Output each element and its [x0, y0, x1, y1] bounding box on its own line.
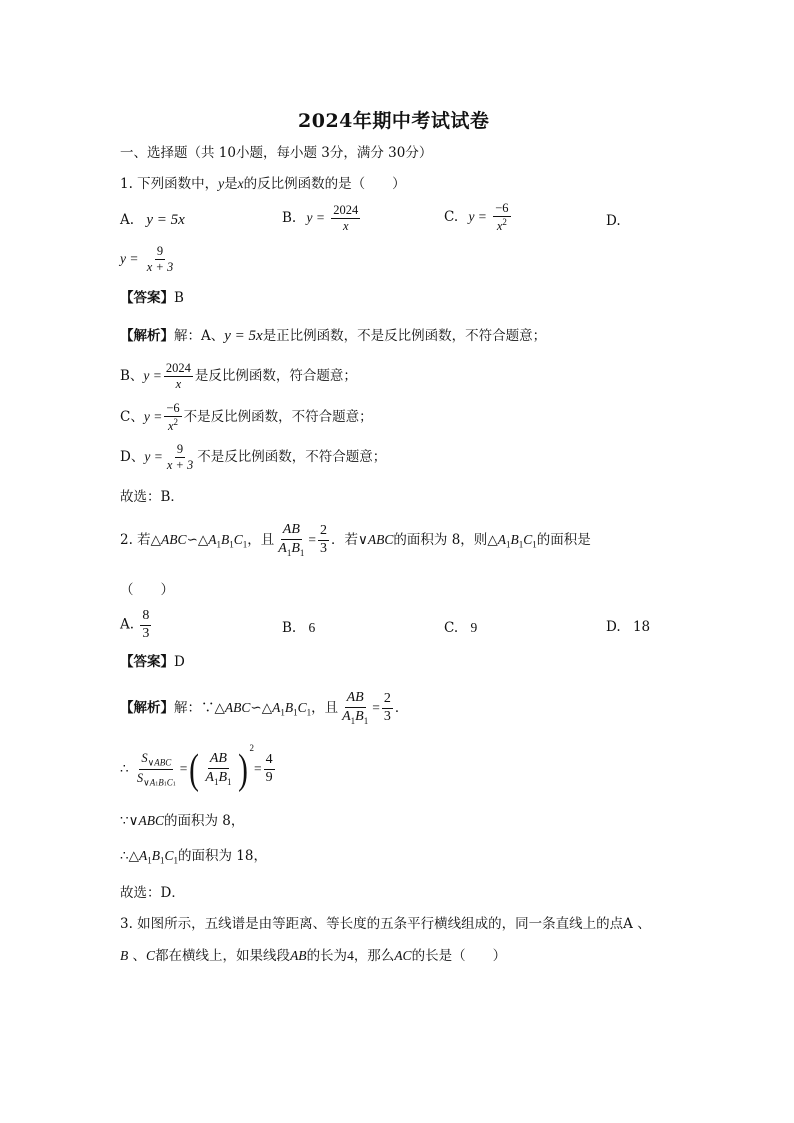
- fraction-numerator: 2024: [331, 204, 360, 219]
- therefore-symbol: ∴: [120, 761, 129, 777]
- fraction-numerator: 9: [155, 245, 165, 260]
- option-label: B.: [282, 210, 297, 227]
- q3-stem-text: 、: [128, 948, 147, 964]
- subscript: 1: [299, 547, 305, 558]
- q2-stem-text: 2. 若: [120, 531, 151, 548]
- subscript: 1: [213, 776, 219, 787]
- analysis-formula: y =: [144, 449, 163, 465]
- fraction-denominator: 9: [265, 770, 273, 785]
- triangle-a1b1c1: C: [523, 531, 533, 547]
- analysis-text: B、: [120, 368, 144, 385]
- q1-option-d-label: D.: [606, 213, 621, 229]
- option-formula: y =: [468, 209, 487, 225]
- analysis-text: 不是反比例函数，不符合题意；: [183, 409, 373, 426]
- q1-conclusion: 故选：B．: [120, 489, 184, 505]
- q2-option-d: [606, 621, 650, 635]
- triangle-a1b1c1: C: [233, 531, 243, 547]
- analysis-text: 解：A、: [174, 328, 225, 344]
- option-label: D.: [606, 619, 621, 635]
- section-heading: 一、选择题（共 10小题，每小题 3分，满分 30分）: [120, 145, 433, 161]
- analysis-text: 解：∵: [174, 699, 215, 716]
- answer-tag: 【答案】: [120, 290, 174, 306]
- fraction-denominator: x: [167, 419, 174, 434]
- therefore-symbol: ∴: [120, 848, 129, 864]
- subscript: 1: [286, 547, 292, 558]
- q3-stem-text: 的长为: [306, 948, 348, 964]
- q1-answer: [120, 292, 184, 306]
- q1-stem-text: 的反比例函数的是（ ）: [243, 176, 406, 192]
- exponent: 2: [173, 417, 179, 428]
- fraction-denominator: A: [278, 540, 287, 556]
- q3-stem-line-1: 3. 如图所示，五线谱是由等距离、等长度的五条平行横线组成的，同一条直线上的点A 、: [120, 916, 651, 932]
- fraction-denominator: x: [496, 219, 503, 234]
- fraction-denominator: x: [343, 219, 349, 234]
- fraction-denominator: 3: [383, 708, 391, 724]
- fraction-denominator: B: [218, 769, 227, 785]
- analysis-formula: y = 5x: [224, 328, 263, 344]
- subscript: 1: [216, 539, 222, 550]
- analysis-text: 的面积为 18，: [178, 848, 267, 864]
- q1-stem: [120, 177, 406, 192]
- q1-option-d: [120, 245, 177, 274]
- answer-value: B: [174, 290, 184, 306]
- fraction: [145, 245, 175, 274]
- subscript: B: [158, 777, 164, 788]
- q3-stem-text: 的长是（ ）: [411, 948, 507, 964]
- q2-analysis-line-2: [120, 744, 277, 791]
- analysis-text: 的面积为 8，: [163, 813, 245, 829]
- q2-paren: （ ）: [120, 582, 174, 598]
- analysis-text: 是反比例函数，符合题意；: [194, 368, 357, 385]
- fraction: [135, 751, 178, 788]
- fraction: [140, 609, 151, 641]
- analysis-formula: y =: [143, 368, 162, 384]
- fraction-denominator: x + 3: [166, 458, 194, 473]
- q3-stem-text: 都在横线上，如果线段: [155, 948, 291, 964]
- q2-option-b: [282, 621, 315, 636]
- fraction-denominator: A: [342, 708, 351, 724]
- q1-stem-text: 1. 下列函数中，: [120, 176, 219, 192]
- fraction: [493, 202, 510, 233]
- option-value: 9: [470, 620, 478, 635]
- answer-tag: 【答案】: [120, 654, 174, 670]
- q2-stem-text: ，且: [247, 531, 275, 548]
- q2-stem-text: ．若: [331, 531, 359, 548]
- q3-stem-line-2: [120, 949, 506, 964]
- analysis-tag: 【解析】: [120, 328, 174, 344]
- fraction-denominator: B: [291, 540, 300, 556]
- fraction: [203, 752, 233, 787]
- fraction-numerator: 8: [140, 609, 151, 626]
- subscript: 1: [159, 855, 165, 866]
- analysis-text: ，且: [311, 699, 339, 716]
- equals-sign: =: [254, 761, 262, 776]
- segment-ab: AB: [290, 948, 307, 963]
- because-symbol: ∵: [120, 813, 129, 829]
- option-formula: y = 5x: [146, 212, 185, 228]
- option-label: A.: [120, 212, 135, 228]
- option-label: C.: [444, 620, 459, 636]
- segment-ac: AC: [394, 948, 412, 963]
- fraction-numerator: −6: [493, 202, 510, 217]
- segment-length: 4: [347, 948, 354, 963]
- fraction: [164, 402, 181, 433]
- triangle-a1b1c1: △A: [197, 531, 217, 547]
- subscript: 1: [518, 539, 524, 550]
- option-formula: y =: [306, 210, 325, 226]
- q1-analysis-line-3: [120, 402, 373, 433]
- fraction: [165, 443, 195, 472]
- equals-sign: =: [179, 761, 188, 776]
- subscript: 1: [505, 539, 511, 550]
- similar-symbol: ∽: [186, 531, 198, 548]
- q2-analysis-line-3: [120, 814, 244, 829]
- fraction-numerator: AB: [345, 691, 366, 708]
- fraction: [331, 204, 360, 233]
- subscript: ∨ABC: [147, 757, 172, 768]
- subscript: 1: [163, 781, 167, 788]
- analysis-tag: 【解析】: [120, 699, 174, 716]
- fraction: [318, 524, 329, 556]
- subscript: ∨A: [143, 777, 156, 788]
- subscript: 1: [147, 855, 152, 866]
- q1-analysis-line-2: [120, 362, 357, 391]
- q1-option-a: [120, 213, 185, 228]
- q1-stem-text: 是: [224, 176, 238, 192]
- q3-stem-text: ，那么: [353, 948, 395, 964]
- subscript: 1: [532, 539, 537, 550]
- subscript: 1: [350, 715, 356, 726]
- fraction-numerator: 2024: [164, 362, 193, 377]
- option-value: 6: [308, 620, 316, 635]
- fraction-denominator: A: [205, 769, 214, 785]
- q2-analysis-line-1: [120, 691, 408, 726]
- option-label: B.: [282, 620, 297, 636]
- fraction-numerator: AB: [208, 752, 229, 769]
- fraction-denominator: 3: [142, 625, 150, 641]
- triangle-a1b1c1: B: [510, 531, 519, 547]
- q2-stem-text: 的面积为 8，则: [393, 531, 488, 548]
- q1-var-x: x: [237, 176, 244, 191]
- subscript: 1: [293, 707, 298, 718]
- exponent: 2: [249, 743, 254, 753]
- fraction: [264, 753, 275, 785]
- triangle-a1b1c1: △A: [487, 531, 506, 547]
- q2-answer: [120, 656, 185, 670]
- fraction-numerator: AB: [281, 523, 302, 540]
- subscript: 1: [172, 781, 176, 788]
- fraction: [276, 523, 306, 558]
- fraction-denominator: B: [355, 708, 364, 724]
- analysis-text: ．: [394, 699, 409, 716]
- triangle-abc: △ABC: [214, 699, 251, 715]
- fraction-denominator: 3: [320, 540, 328, 556]
- fraction-numerator: 2: [382, 692, 393, 709]
- triangle-a1b1c1: △A: [128, 848, 148, 863]
- subscript: 1: [229, 539, 234, 550]
- equals-sign: =: [308, 531, 317, 547]
- fraction-numerator: 2: [318, 524, 329, 541]
- subscript: 1: [306, 707, 312, 718]
- fraction: [164, 362, 193, 391]
- q2-analysis-line-4: [120, 849, 267, 866]
- q2-option-a: [120, 609, 153, 641]
- similar-symbol: ∽: [250, 699, 262, 716]
- fraction-denominator: x: [175, 377, 182, 392]
- point-c: C: [146, 948, 156, 963]
- triangle-abc: △ABC: [150, 531, 187, 547]
- q1-option-c: [444, 202, 513, 233]
- triangle-a1b1c1: △A: [261, 699, 281, 715]
- triangle-abc: ∨ABC: [358, 531, 394, 547]
- option-label: A.: [120, 616, 135, 633]
- right-paren: ): [237, 746, 248, 793]
- triangle-a1b1c1: C: [297, 699, 307, 715]
- option-formula: y =: [120, 251, 139, 267]
- q2-stem-text: 的面积是: [536, 531, 591, 548]
- exponent: 2: [502, 217, 507, 228]
- triangle-a1b1c1: B: [284, 699, 294, 715]
- fraction: [340, 691, 370, 726]
- q1-analysis-line-1: [120, 329, 546, 344]
- analysis-formula: y =: [143, 409, 163, 425]
- left-paren: (: [189, 746, 200, 793]
- fraction-numerator: 9: [175, 443, 185, 458]
- page-title: 2024年期中考试试卷: [298, 110, 490, 132]
- analysis-text: 不是反比例函数，不符合题意；: [197, 449, 387, 466]
- analysis-text: D、: [120, 449, 145, 466]
- area-symbol: S: [141, 751, 148, 766]
- subscript: 1: [242, 539, 248, 550]
- fraction-numerator: 4: [264, 753, 275, 770]
- analysis-text: C、: [120, 409, 144, 426]
- q1-option-b: [282, 204, 362, 233]
- triangle-a1b1c1: B: [151, 848, 160, 863]
- point-b: B: [120, 948, 129, 963]
- q1-analysis-line-4: [120, 443, 386, 472]
- subscript: 1: [363, 715, 369, 726]
- option-value: 18: [632, 619, 651, 635]
- subscript: 1: [280, 707, 285, 718]
- subscript: 1: [173, 855, 178, 866]
- area-symbol: S: [136, 771, 144, 785]
- triangle-a1b1c1: B: [221, 531, 230, 547]
- q2-conclusion: 故选：D．: [120, 885, 185, 901]
- triangle-a1b1c1: C: [164, 848, 174, 863]
- q2-option-c: [444, 621, 477, 636]
- answer-value: D: [174, 654, 185, 670]
- fraction-denominator: x + 3: [146, 260, 174, 275]
- subscript: C: [166, 777, 173, 788]
- subscript: 1: [227, 776, 232, 787]
- fraction-numerator: −6: [164, 402, 181, 417]
- analysis-text: 是正比例函数，不是反比例函数，不符合题意；: [262, 328, 547, 344]
- subscript: 1: [155, 781, 159, 788]
- q2-stem: [120, 523, 591, 558]
- equals-sign: =: [372, 699, 380, 715]
- q1-var-y: y: [218, 176, 225, 191]
- fraction: [382, 692, 393, 724]
- option-label: C.: [444, 209, 459, 226]
- triangle-abc: ∨ABC: [128, 813, 164, 828]
